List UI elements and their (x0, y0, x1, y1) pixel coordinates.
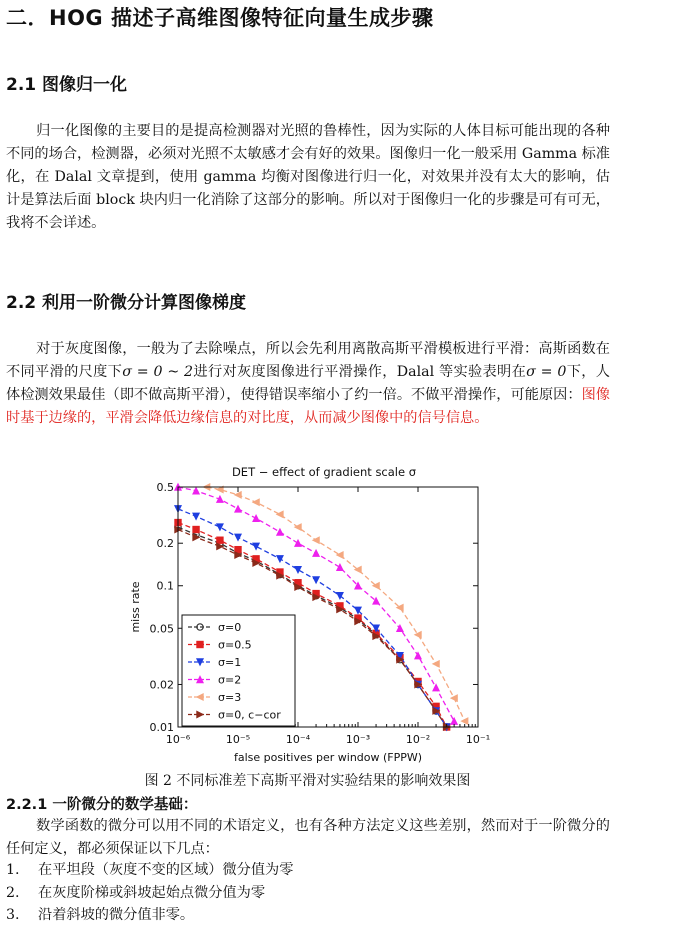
paragraph-gradient-text-1: 对于灰度图像，一般为了去除噪点，所以会先利用离散高斯平滑模板进行平滑：高斯函数在不同平滑的尺度下 (6, 341, 610, 380)
y-tick-label: 0.5 (156, 481, 174, 494)
paragraph-normalization-text: 归一化图像的主要目的是提高检测器对光照的鲁棒性，因为实际的人体目标可能出现的各种不同的场合，检测器，必须对光照不太敏感才会有好的效果。图像归一化一般采用 Gamma 标准化，在 Dalal 文章提到，使用 gamma 均衡对图像进行归一化，对效果并没有太大的影响，估计是算法后面 block 块内归一化消除了这部分的影响。所以对于图像归一化的步骤是可有可无，我将不会详述。 (6, 123, 610, 231)
y-tick-label: 0.1 (156, 579, 174, 593)
data-point (217, 543, 223, 549)
y-tick-label: 0.02 (149, 678, 174, 692)
x-tick-label: 10⁻⁴ (285, 733, 311, 746)
data-point (277, 511, 283, 517)
data-point (313, 577, 319, 583)
data-point (235, 506, 241, 512)
highlighted-reason: 图像时基于边缘的，平滑会降低边缘信息的对比度，从而减少图像中的信号信息。 (6, 387, 610, 426)
data-point (433, 661, 439, 667)
data-point (433, 684, 439, 690)
data-point (451, 695, 457, 701)
data-point (337, 552, 343, 558)
y-tick-label: 0.05 (149, 622, 174, 636)
legend-label: σ=0 (218, 621, 242, 634)
sigma-zero: σ = 0 (526, 364, 567, 380)
x-tick-label: 10⁻⁵ (225, 733, 251, 746)
data-point (235, 534, 241, 540)
x-tick-label: 10⁻² (405, 733, 431, 746)
data-point (235, 492, 241, 498)
paragraph-gradient-text-2: 进行对灰度图像进行平滑操作，Dalal 等实验表明在 (193, 364, 527, 380)
data-point (197, 641, 203, 647)
data-point (313, 550, 319, 556)
data-point (217, 496, 223, 502)
paragraph-gradient (6, 338, 610, 430)
legend-label: σ=1 (218, 656, 242, 669)
data-point (277, 556, 283, 562)
sigma-range: σ = 0 ~ 2 (122, 364, 194, 380)
list-item: 3. 沿着斜坡的微分值非零。 (6, 907, 195, 923)
data-point (253, 515, 259, 521)
list-item: 1. 在平坦段（灰度不变的区域）微分值为零 (6, 862, 294, 878)
heading-2-2: 2.2 利用一阶微分计算图像梯度 (6, 293, 247, 313)
data-point (461, 718, 467, 724)
figure-caption: 图 2 不同标准差下高斯平滑对实验结果的影响效果图 (144, 773, 471, 789)
data-point (253, 499, 259, 505)
paragraph-derivative-text: 数学函数的微分可以用不同的术语定义，也有各种方法定义这些差别，然而对于一阶微分的任何定义，都必须保证以下几点： (6, 818, 610, 857)
paragraph-normalization (6, 120, 610, 235)
y-axis-label: miss rate (129, 581, 142, 633)
x-tick-label: 10⁻³ (345, 733, 371, 746)
legend-label: σ=3 (218, 691, 242, 704)
paragraph-derivative (6, 815, 610, 861)
y-tick-label: 0.01 (149, 721, 174, 734)
x-axis-label: false positives per window (FPPW) (233, 751, 423, 764)
data-point (277, 529, 283, 535)
data-point (193, 526, 199, 532)
data-point (295, 540, 301, 546)
heading-2-1: 2.1 图像归一化 (6, 75, 128, 95)
data-point (253, 543, 259, 549)
requirement-list (6, 859, 293, 927)
data-point (217, 537, 223, 543)
data-point (217, 524, 223, 530)
data-point (313, 537, 319, 543)
x-tick-label: 10⁻¹ (465, 733, 491, 746)
y-tick-label: 0.2 (156, 537, 174, 551)
x-tick-label: 10⁻⁶ (165, 733, 191, 746)
data-point (337, 564, 343, 570)
heading-2-2-1: 2.2.1 一阶微分的数学基础： (6, 797, 198, 813)
legend-label: σ=0, c−cor (218, 708, 281, 722)
paragraph-gradient-text-3: 下，人体检测效果最佳（即不做高斯平滑），使得错误率缩小了约一倍。不做平滑操作，可能原因： (6, 364, 610, 403)
section-title: 二．HOG 描述子高维图像特征向量生成步骤 (6, 6, 434, 30)
legend-label: σ=0.5 (218, 638, 252, 652)
data-point (193, 513, 199, 519)
data-point (295, 566, 301, 572)
det-chart (125, 460, 495, 770)
legend-label: σ=2 (218, 673, 242, 687)
data-point (451, 718, 457, 724)
chart-title: DET − effect of gradient scale σ (231, 465, 417, 479)
list-item: 2. 在灰度阶梯或斜坡起始点微分值为零 (6, 884, 266, 901)
